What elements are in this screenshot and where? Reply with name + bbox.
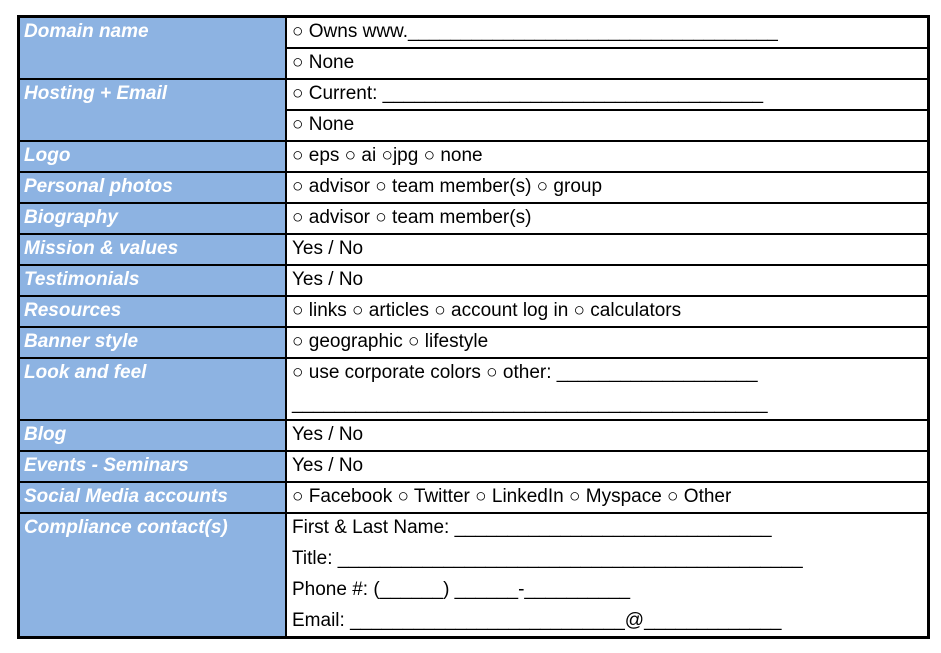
form-row-biography xyxy=(19,203,929,234)
phone-field[interactable]: Phone #: (______) ______-__________ xyxy=(292,578,631,600)
field-options[interactable]: ○ eps ○ ai ○jpg ○ none xyxy=(286,141,929,172)
row-label: Resources xyxy=(19,296,287,327)
row-label: Events - Seminars xyxy=(19,451,287,482)
row-label: Look and feel xyxy=(19,358,287,420)
form-row-compliance-contact xyxy=(19,513,929,638)
row-label: Testimonials xyxy=(19,265,287,296)
name-field[interactable]: First & Last Name: ______________________________ xyxy=(292,516,772,538)
field-options[interactable]: Yes / No xyxy=(286,451,929,482)
field-options[interactable] xyxy=(286,358,929,420)
website-intake-form xyxy=(17,15,930,639)
row-label: Blog xyxy=(19,420,287,451)
title-field[interactable]: Title: ____________________________________________ xyxy=(292,547,803,569)
row-label: Domain name xyxy=(19,17,287,79)
row-label: Personal photos xyxy=(19,172,287,203)
row-label: Compliance contact(s) xyxy=(19,513,287,638)
field-options[interactable]: Yes / No xyxy=(286,420,929,451)
field-option[interactable]: ○ None xyxy=(286,110,929,141)
email-field[interactable]: Email: __________________________@_____________ xyxy=(292,609,782,631)
form-row-blog xyxy=(19,420,929,451)
field-option[interactable]: ○ Owns www.___________________________________ xyxy=(286,17,929,48)
row-label: Social Media accounts xyxy=(19,482,287,513)
field-options[interactable]: ○ advisor ○ team member(s) xyxy=(286,203,929,234)
form-row-resources xyxy=(19,296,929,327)
field-options[interactable]: Yes / No xyxy=(286,234,929,265)
form-row-personal-photos xyxy=(19,172,929,203)
field-options[interactable]: ○ links ○ articles ○ account log in ○ calculators xyxy=(286,296,929,327)
form-row-look-and-feel xyxy=(19,358,929,420)
form-row-testimonials xyxy=(19,265,929,296)
form-row-hosting-email xyxy=(19,79,929,110)
field-options[interactable]: ○ Facebook ○ Twitter ○ LinkedIn ○ Myspace ○ Other xyxy=(286,482,929,513)
field-line: ○ use corporate colors ○ other: ___________________ xyxy=(292,361,758,383)
field-option[interactable]: ○ Current: ____________________________________ xyxy=(286,79,929,110)
form-row-domain-name xyxy=(19,17,929,48)
row-label: Mission & values xyxy=(19,234,287,265)
field-options[interactable]: ○ geographic ○ lifestyle xyxy=(286,327,929,358)
field-options[interactable]: ○ advisor ○ team member(s) ○ group xyxy=(286,172,929,203)
form-row-mission-values xyxy=(19,234,929,265)
row-label: Logo xyxy=(19,141,287,172)
field-options[interactable]: Yes / No xyxy=(286,265,929,296)
form-row-events-seminars xyxy=(19,451,929,482)
form-row-social-media xyxy=(19,482,929,513)
row-label: Biography xyxy=(19,203,287,234)
field-option[interactable]: ○ None xyxy=(286,48,929,79)
field-options[interactable] xyxy=(286,513,929,638)
row-label: Hosting + Email xyxy=(19,79,287,141)
form-row-banner-style xyxy=(19,327,929,358)
form-row-logo xyxy=(19,141,929,172)
row-label: Banner style xyxy=(19,327,287,358)
field-line: _____________________________________________ xyxy=(292,392,768,414)
